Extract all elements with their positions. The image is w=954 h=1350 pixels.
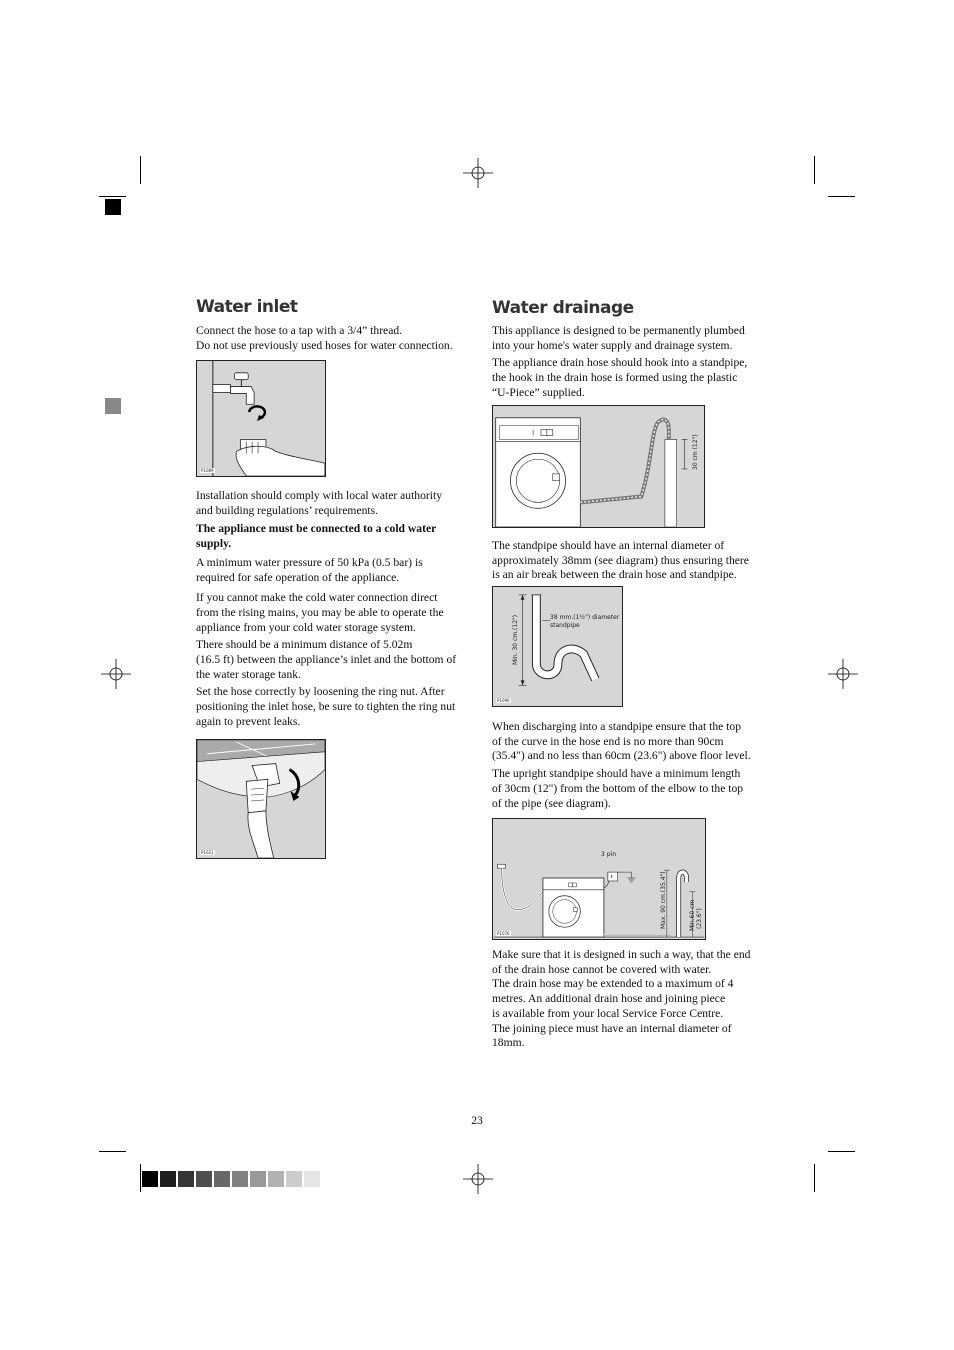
- page-number: 23: [471, 1114, 483, 1127]
- crop-mark: [99, 1151, 126, 1152]
- water-inlet-intro: [196, 324, 466, 353]
- crop-mark: [99, 196, 126, 197]
- text-line: from the rising mains, you may be able to operate the: [196, 605, 444, 619]
- text-line: The appliance must be connected to a cold water: [196, 522, 437, 536]
- registration-square-black: [105, 199, 121, 215]
- text-line: The joining piece must have an internal diameter of: [492, 1021, 732, 1035]
- discharge-height-text: [492, 720, 764, 811]
- text-line: supply.: [196, 537, 232, 551]
- text-line: Installation should comply with local water authority: [196, 489, 442, 502]
- text-line: (35.4") and no less than 60cm (23.6") above floor level.: [492, 749, 751, 763]
- standpipe-figure: [492, 586, 623, 707]
- text-line: required for safe operation of the appliance.: [196, 570, 400, 584]
- figure-code: P1089: [201, 468, 214, 473]
- registration-target-icon: [463, 1164, 493, 1194]
- plug-label: 3 pin: [601, 851, 617, 858]
- text-line: Do not use previously used hoses for water connection.: [196, 338, 453, 352]
- color-swatch: [286, 1171, 302, 1187]
- standpipe-diameter-label: 38 mm.(1½") diameter: [550, 614, 620, 621]
- text-line: and building regulations’ requirements.: [196, 503, 379, 517]
- text-line: Set the hose correctly by loosening the ring nut. After: [196, 685, 445, 699]
- color-swatch: [142, 1171, 158, 1187]
- text-line: of the curve in the hose end is no more than 90cm: [492, 734, 724, 748]
- text-line: “U-Piece” supplied.: [492, 385, 585, 399]
- installation-overview-figure: [492, 818, 706, 940]
- registration-target-icon: [101, 659, 131, 689]
- washing-machine-drain-icon: [493, 406, 704, 527]
- max-height-label: Max. 90 cm.(35.4"): [660, 871, 667, 929]
- color-swatch: [196, 1171, 212, 1187]
- crop-mark: [814, 1164, 815, 1192]
- water-drainage-intro: [492, 324, 764, 401]
- min-length-label: Min. 30 cm.(12"): [512, 614, 519, 665]
- standpipe-diameter-label: standpipe: [550, 622, 580, 629]
- crop-mark: [828, 1151, 855, 1152]
- registration-target-icon: [463, 158, 493, 188]
- text-line: of the pipe (see diagram).: [492, 796, 611, 810]
- text-line: of the drain hose cannot be covered with water.: [492, 962, 712, 976]
- text-line: appliance from your cold water storage system.: [196, 620, 416, 634]
- tap-connection-figure: [196, 360, 326, 477]
- crop-mark: [140, 1164, 141, 1192]
- text-line: into your home's water supply and drainage system.: [492, 338, 733, 352]
- water-inlet-heading: Water inlet: [196, 297, 298, 317]
- color-swatch: [214, 1171, 230, 1187]
- text-line: The appliance drain hose should hook into a standpipe,: [492, 356, 748, 370]
- color-swatch: [232, 1171, 248, 1187]
- text-line: There should be a minimum distance of 5.02m: [196, 638, 413, 652]
- drain-hose-extension-text: [492, 948, 766, 1051]
- text-line: When discharging into a standpipe ensure that the top: [492, 720, 741, 733]
- color-swatch: [268, 1171, 284, 1187]
- tap-illustration-icon: [197, 361, 325, 476]
- text-line: The drain hose may be extended to a maximum of 4: [492, 977, 734, 991]
- min-height-label: Min.60 cm: [689, 899, 696, 931]
- text-line: of 30cm (12") from the bottom of the elbow to the top: [492, 781, 744, 795]
- text-line: If you cannot make the cold water connection direct: [196, 591, 438, 605]
- ring-nut-figure: [196, 739, 326, 859]
- color-swatch: [160, 1171, 176, 1187]
- text-line: is an air break between the drain hose and standpipe.: [492, 568, 737, 582]
- text-line: is available from your local Service Force Centre.: [492, 1006, 724, 1020]
- text-line: the hook in the drain hose is formed using the plastic: [492, 371, 738, 385]
- water-inlet-body: [196, 489, 468, 730]
- drain-hose-figure: [492, 405, 705, 528]
- text-line: approximately 38mm (see diagram) thus ensuring there: [492, 553, 749, 567]
- text-line: the water storage tank.: [196, 667, 301, 681]
- water-drainage-heading: Water drainage: [492, 298, 634, 318]
- text-line: Make sure that it is designed in such a way, that the end: [492, 948, 751, 961]
- text-line: The upright standpipe should have a minimum length: [492, 767, 741, 781]
- registration-square-grey: [105, 398, 121, 414]
- text-line: A minimum water pressure of 50 kPa (0.5 bar) is: [196, 555, 423, 569]
- figure-code: P1076: [497, 931, 510, 936]
- color-swatch: [304, 1171, 320, 1187]
- standpipe-diameter-text: [492, 539, 764, 583]
- crop-mark: [814, 156, 815, 184]
- text-line: positioning the inlet hose, be sure to tighten the ring nut: [196, 700, 456, 714]
- crop-mark: [140, 156, 141, 184]
- text-line: (16.5 ft) between the appliance’s inlet and the bottom of: [196, 653, 457, 667]
- color-swatch: [178, 1171, 194, 1187]
- min-height-label: (23.6"): [696, 908, 703, 929]
- figure-code: P1021: [201, 850, 214, 855]
- text-line: This appliance is designed to be permanently plumbed: [492, 324, 745, 337]
- color-swatch: [250, 1171, 266, 1187]
- registration-target-icon: [828, 659, 858, 689]
- text-line: 18mm.: [492, 1036, 525, 1050]
- ring-nut-illustration-icon: [197, 740, 325, 858]
- installation-overview-icon: [493, 819, 705, 939]
- crop-mark: [828, 196, 855, 197]
- text-line: metres. An additional drain hose and joining piece: [492, 992, 726, 1006]
- text-line: The standpipe should have an internal diameter of: [492, 539, 725, 552]
- standpipe-height-label: 30 cm (12"): [692, 434, 699, 470]
- text-line: again to prevent leaks.: [196, 714, 301, 728]
- text-line: Connect the hose to a tap with a 3/4” thread.: [196, 324, 403, 337]
- figure-code: P1090: [497, 698, 510, 703]
